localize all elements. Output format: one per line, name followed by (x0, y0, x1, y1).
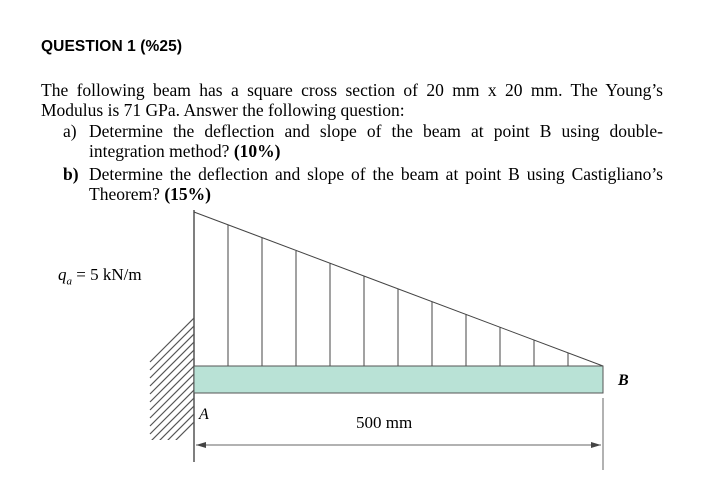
load-subscript: a (66, 275, 72, 288)
point-a-label: A (199, 406, 209, 423)
beam (194, 366, 603, 393)
length-label: 500 mm (356, 413, 413, 432)
point-b-label: B (618, 372, 629, 389)
intro-line-2: Modulus is 71 GPa. Answer the following question: (41, 100, 405, 120)
wall-hatching (150, 318, 194, 466)
part-a-marker: a) (63, 121, 77, 141)
question-heading: QUESTION 1 (%25) (41, 38, 183, 55)
load-symbol: q (58, 265, 67, 284)
part-a-line-2-text: integration method? (89, 141, 234, 161)
part-b-line-1: Determine the deflection and slope of the beam at point B using Castigliano’s (89, 164, 663, 184)
intro-line-1: The following beam has a square cross section of 20 mm x 20 mm. The Young’s (41, 80, 663, 100)
part-b-line-2-text: Theorem? (89, 184, 165, 204)
load-value: = 5 kN/m (72, 265, 142, 284)
part-a-line-1: Determine the deflection and slope of the beam at point B using double- (89, 121, 663, 141)
distributed-load (194, 212, 603, 366)
dimension-arrow-left (196, 442, 206, 448)
dimension-arrow-right (591, 442, 601, 448)
part-b-marker: b) (63, 164, 79, 184)
load-label (58, 265, 142, 291)
part-a-points: (10%) (233, 141, 281, 161)
part-b-points: (15%) (164, 184, 211, 204)
